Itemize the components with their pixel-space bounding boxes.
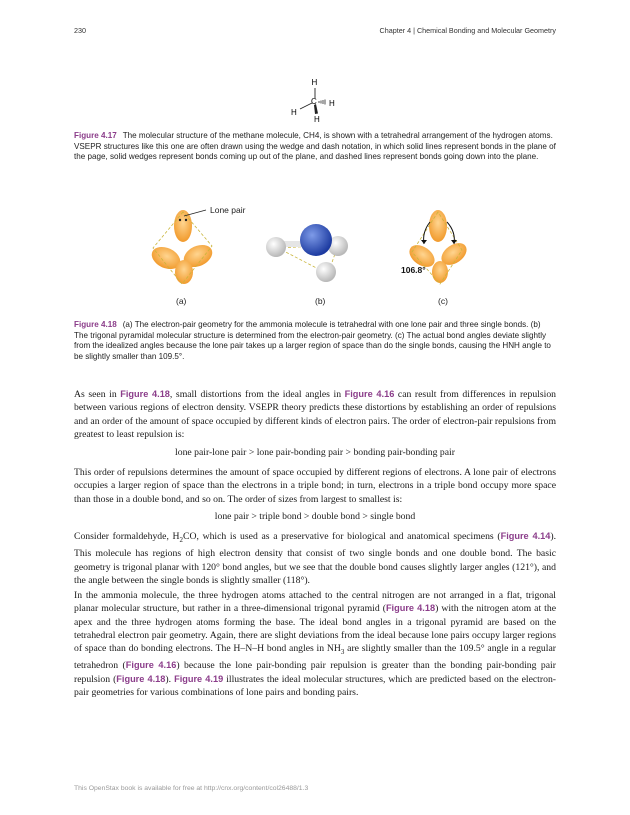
figure-418-caption-text: (a) The electron-pair geometry for the ammonia molecule is tetrahedral with one lone pair and three single bonds. (b) The trigonal pyramidal molecular structure is determined from the electron-pair geometry. (c) The actual bond angles deviate slightly from the idealized angles because the lone pair takes up a larger region of space than do the single bonds, causing the HNH angle to be slightly smaller than 109.5°.: [74, 320, 551, 361]
figure-ref-link[interactable]: Figure 4.16: [344, 389, 395, 399]
text-run: illustrates the ideal molecular structures, which are predicted based on the electron-pair geometries for various combinations of lone pairs and bonding pairs.: [74, 673, 557, 699]
text-run: are slightly smaller than the 109.5° angle in a regular tetrahedron (: [74, 643, 556, 672]
atom-c-center: C: [311, 97, 317, 106]
atom-h-left: H: [291, 108, 297, 117]
figure-ref-link[interactable]: Figure 4.19: [174, 673, 224, 684]
paragraph-2-text: This order of repulsions determines the amount of space occupied by different regions of electrons. A lone pair of electrons occupies a larger region of space than the electrons in a triple bond; in turn, electrons in a triple bond occupy more space than those in a double bond, and so on. The order of sizes from largest to smallest is:: [74, 467, 556, 505]
page-header: [74, 26, 556, 38]
page-footer: This OpenStax book is available for free at http://cnx.org/content/col26488/1.3: [74, 785, 309, 792]
paragraph-3: [74, 530, 556, 587]
panel-a-label: (a): [176, 296, 187, 306]
text-run: can result from differences in repulsion between various regions of electron density. VSEPR theory predicts these distortions by establishing an order of repulsions and an order of the amount of space occupied by different kinds of electron pairs. The order of electron-pair repulsions from greatest to least repulsion is:: [74, 389, 557, 440]
figure-ref-link[interactable]: Figure 4.18: [116, 673, 166, 684]
figure-417-label: Figure 4.17: [74, 131, 117, 140]
paragraph-2: [74, 466, 556, 506]
figure-ref-link[interactable]: Figure 4.16: [125, 660, 177, 671]
figure-ref-link[interactable]: Figure 4.14: [500, 531, 551, 541]
repulsion-order: lone pair-lone pair > lone pair-bonding pair > bonding pair-bonding pair: [175, 447, 455, 458]
size-order: lone pair > triple bond > double bond > single bond: [214, 511, 416, 522]
paragraph-1: [74, 388, 556, 441]
figure-417-caption-text: The molecular structure of the methane molecule, CH4, is shown with a tetrahedral arrangement of the hydrogen atoms. VSEPR structures like this one are often drawn using the wedge and dash notation, in which solid lines represent bonds in the plane of the page, solid wedges represent bonds coming up out of the plane, and dashed lines represent bonds going down into the plane.: [74, 131, 556, 162]
figure-ref-link[interactable]: Figure 4.18: [120, 389, 170, 399]
methane-structure: [285, 76, 345, 124]
paragraph-4: [74, 589, 556, 699]
text-run: In the ammonia molecule, the three hydrogen atoms attached to the central nitrogen are not arranged in a flat, trigonal planar molecular structure, but rather in a three-dimensional trigonal pyramid (: [74, 590, 556, 615]
page-number: 230: [74, 26, 86, 35]
text-run: , small distortions from the ideal angles in: [169, 389, 345, 400]
figure-417-caption: [74, 131, 556, 163]
panel-b-label: (b): [315, 296, 326, 306]
panel-c-label: (c): [438, 296, 448, 306]
text-run: CO, which is used as a preservative for biological and anatomical specimens (: [183, 531, 501, 542]
text-run: ).: [165, 673, 175, 685]
subscript: 3: [340, 648, 345, 657]
figure-418-caption: [74, 320, 556, 362]
subscript: 2: [179, 535, 184, 544]
figure-ref-link[interactable]: Figure 4.18: [385, 603, 436, 614]
orbital-model-a: [148, 205, 245, 284]
text-run: ) because the lone pair-bonding pair repulsion is greater than the bonding pair-bonding pair repulsion (: [74, 660, 556, 685]
text-run: Consider formaldehyde, H: [74, 531, 180, 542]
figure-418-label: Figure 4.18: [74, 320, 117, 329]
chapter-title: Chapter 4 | Chemical Bonding and Molecular Geometry: [379, 26, 556, 35]
text-run: ) with the nitrogen atom at the apex and the three hydrogen atoms forming the base. The ideal bond angles in a trigonal pyramid are based on the tetrahedral electron pair geometry. Again, there are slight deviations from the ideal because lone pairs occupy larger regions of space than do bonding electrons. The H–N–H bond angles in NH: [74, 603, 557, 655]
atom-h-right: H: [329, 99, 335, 108]
ammonia-figure: [130, 200, 510, 310]
ball-and-stick-b: [266, 224, 348, 282]
angle-label: 106.8°: [401, 265, 426, 275]
text-run: ). This molecule has regions of high electron density that consist of two single bonds and one double bond. The basic geometry is trigonal planar with 120° bond angles, but we see that the double bond causes slightly larger angles (121°), and the angle between the single bonds is slightly smaller (118°).: [74, 531, 557, 586]
lone-pair-label: Lone pair: [210, 205, 246, 215]
text-run: As seen in: [74, 389, 121, 400]
atom-h-bottom: H: [314, 115, 320, 124]
atom-h-top: H: [311, 78, 318, 87]
orbital-model-c: [401, 210, 471, 284]
